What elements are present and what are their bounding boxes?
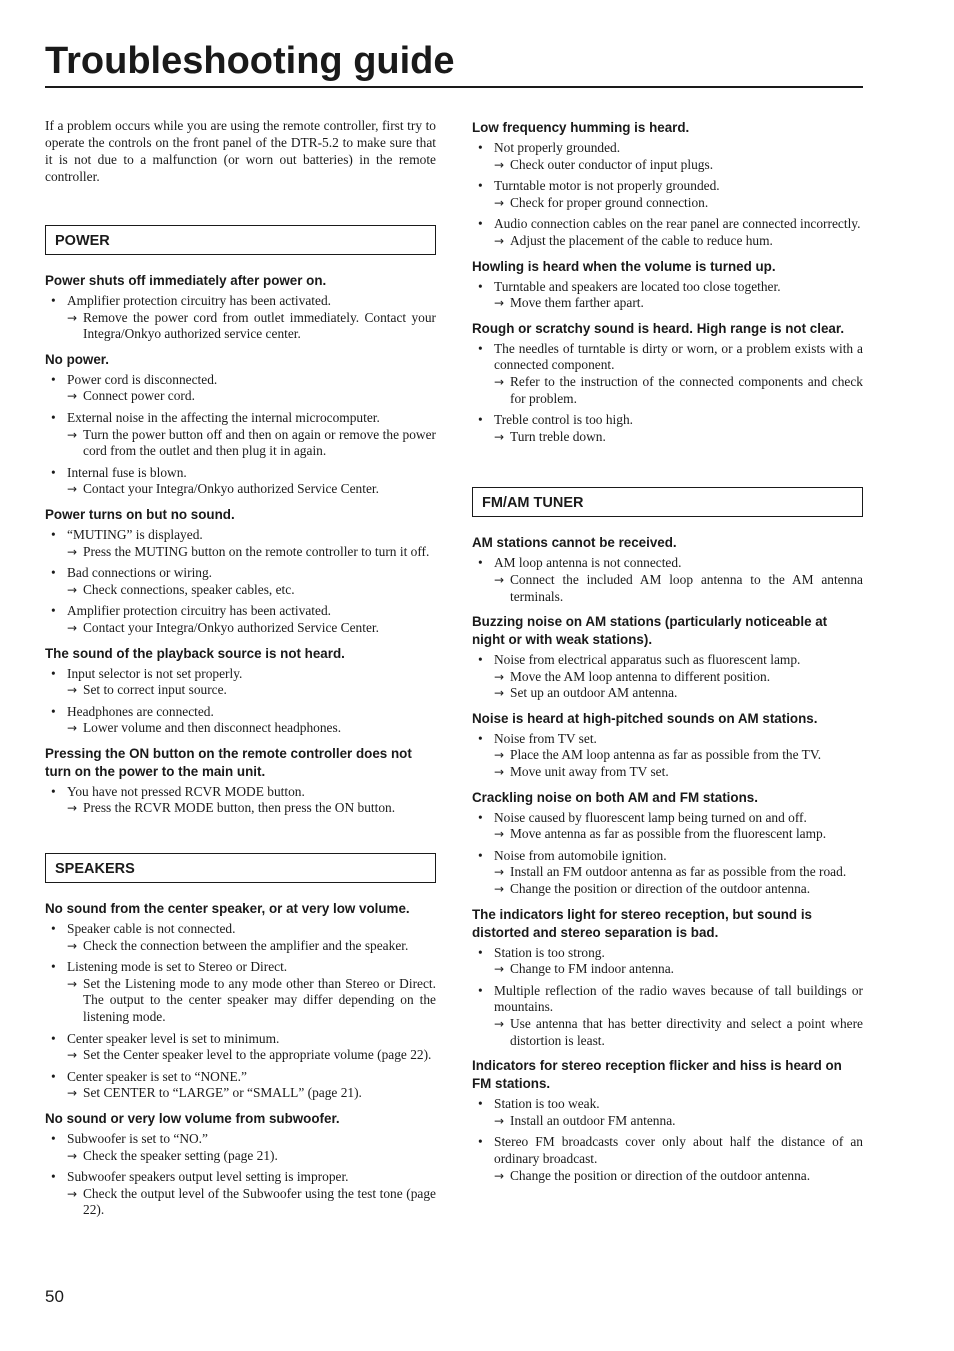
arrow-right-icon: →: [494, 748, 505, 763]
remedy: [67, 481, 436, 498]
arrow-right-icon: →: [67, 1148, 78, 1163]
problem-block: [45, 645, 436, 737]
remedy: [494, 1113, 863, 1130]
problem-block: [45, 506, 436, 637]
problem-block: [45, 1110, 436, 1219]
cause-item: [472, 279, 863, 312]
remedy: [494, 374, 863, 407]
arrow-right-icon: →: [494, 296, 505, 311]
section-speakers: [45, 853, 436, 1219]
problem-block: [472, 789, 863, 898]
remedy: [67, 682, 436, 699]
arrow-right-icon: →: [67, 938, 78, 953]
problem-heading: Crackling noise on both AM and FM stations.: [472, 789, 758, 805]
remedy: [67, 310, 436, 343]
cause-text: • Input selector is not set properly.: [67, 665, 243, 681]
cause-text: • Station is too weak.: [494, 1096, 600, 1112]
arrow-right-icon: →: [67, 1086, 78, 1101]
arrow-right-icon: →: [494, 827, 505, 842]
remedy: [67, 938, 436, 955]
arrow-right-icon: →: [67, 544, 78, 559]
remedy-text: Lower volume and then disconnect headphones.: [83, 720, 342, 736]
section-title: FM/AM TUNER: [472, 487, 863, 517]
remedy: [494, 233, 863, 250]
cause-list: [472, 810, 863, 898]
cause-text: • AM loop antenna is not connected.: [494, 555, 682, 571]
remedy: [494, 1016, 863, 1049]
arrow-right-icon: →: [494, 572, 505, 587]
remedy-text: Contact your Integra/Onkyo authorized Service Center.: [83, 481, 379, 497]
cause-item: [45, 565, 436, 598]
problem-heading: Noise is heard at high-pitched sounds on AM stations.: [472, 710, 818, 726]
cause-list: [472, 140, 863, 250]
cause-item: [472, 1134, 863, 1184]
remedy-text: Press the MUTING button on the remote controller to turn it off.: [83, 543, 430, 559]
remedy-text: Check outer conductor of input plugs.: [510, 156, 714, 172]
remedy: [67, 800, 436, 817]
cause-list: [472, 555, 863, 605]
remedy-text: Move them farther apart.: [510, 295, 644, 311]
arrow-right-icon: →: [67, 427, 78, 442]
arrow-right-icon: →: [67, 1048, 78, 1063]
remedy: [494, 864, 863, 881]
cause-list: [472, 945, 863, 1050]
remedy: [67, 620, 436, 637]
arrow-right-icon: →: [67, 389, 78, 404]
cause-list: [45, 784, 436, 817]
cause-item: [45, 527, 436, 560]
page-number: 50: [45, 1287, 64, 1306]
arrow-right-icon: →: [494, 1113, 505, 1128]
arrow-right-icon: →: [67, 976, 78, 991]
remedy: [494, 195, 863, 212]
problem-block: [472, 710, 863, 781]
remedy-text: Set up an outdoor AM antenna.: [510, 685, 678, 701]
problem-block: [472, 119, 863, 250]
arrow-right-icon: →: [494, 429, 505, 444]
right-sections: [472, 487, 863, 1184]
remedy-text: Use antenna that has better directivity and select a point where distortion is least.: [510, 1016, 863, 1048]
cause-text: • Internal fuse is blown.: [67, 464, 187, 480]
arrow-right-icon: →: [494, 865, 505, 880]
cause-item: [45, 293, 436, 343]
problem-block: [472, 258, 863, 312]
remedy-text: Contact your Integra/Onkyo authorized Service Center.: [83, 619, 379, 635]
remedy-text: Set the Listening mode to any mode other than Stereo or Direct. The output to the center speaker may differ depending on the listening mode.: [83, 975, 436, 1025]
remedy: [494, 1168, 863, 1185]
problem-heading: No power.: [45, 351, 109, 367]
right-top-problems: [472, 119, 863, 445]
remedy-text: Press the RCVR MODE button, then press the ON button.: [83, 800, 396, 816]
remedy: [67, 1186, 436, 1219]
remedy-text: Set CENTER to “LARGE” or “SMALL” (page 21).: [83, 1085, 362, 1101]
cause-item: [45, 666, 436, 699]
cause-item: [472, 341, 863, 407]
arrow-right-icon: →: [494, 195, 505, 210]
cause-list: [45, 921, 436, 1102]
cause-text: • Listening mode is set to Stereo or Direct.: [67, 959, 288, 975]
arrow-right-icon: →: [67, 620, 78, 635]
arrow-right-icon: →: [494, 765, 505, 780]
remedy-text: Set the Center speaker level to the appropriate volume (page 22).: [83, 1047, 432, 1063]
cause-item: [472, 652, 863, 702]
remedy: [67, 720, 436, 737]
remedy-text: Install an FM outdoor antenna as far as possible from the road.: [510, 864, 847, 880]
remedy-text: Place the AM loop antenna as far as possible from the TV.: [510, 747, 822, 763]
remedy-text: Connect the included AM loop antenna to the AM antenna terminals.: [510, 571, 863, 604]
remedy: [67, 544, 436, 561]
problem-block: [472, 1057, 863, 1184]
cause-text: • Not properly grounded.: [494, 140, 621, 155]
cause-text: • Noise from TV set.: [494, 730, 597, 746]
remedy: [67, 1148, 436, 1165]
remedy-text: Set to correct input source.: [83, 682, 227, 698]
cause-text: • Center speaker level is set to minimum.: [67, 1030, 280, 1046]
cause-text: • Audio connection cables on the rear panel are connected incorrectly.: [494, 216, 861, 232]
cause-text: • Headphones are connected.: [67, 703, 214, 719]
left-column: [45, 117, 436, 1227]
problem-block: [45, 351, 436, 498]
cause-text: • Bad connections or wiring.: [67, 565, 213, 581]
arrow-right-icon: →: [494, 374, 505, 389]
remedy-text: Check the speaker setting (page 21).: [83, 1147, 278, 1163]
problem-block: [472, 613, 863, 702]
remedy-text: Check for proper ground connection.: [510, 194, 709, 210]
cause-item: [45, 959, 436, 1025]
cause-item: [472, 945, 863, 978]
cause-list: [45, 527, 436, 637]
remedy-text: Install an outdoor FM antenna.: [510, 1112, 676, 1128]
cause-item: [472, 216, 863, 249]
problem-block: [472, 534, 863, 605]
problem-block: [45, 900, 436, 1102]
arrow-right-icon: →: [67, 1186, 78, 1201]
remedy: [67, 388, 436, 405]
cause-list: [472, 341, 863, 446]
left-sections: [45, 225, 436, 1219]
remedy: [67, 427, 436, 460]
remedy: [494, 295, 863, 312]
cause-item: [45, 1069, 436, 1102]
cause-text: • You have not pressed RCVR MODE button.: [67, 783, 305, 799]
cause-text: • Multiple reflection of the radio waves because of tall buildings or mountains.: [494, 982, 863, 1015]
problem-heading: The indicators light for stereo reception, but sound is distorted and stereo separation is bad.: [472, 906, 813, 940]
remedy-text: Turn treble down.: [510, 428, 606, 444]
problem-heading: Indicators for stereo reception flicker and hiss is heard on FM stations.: [472, 1058, 842, 1092]
arrow-right-icon: →: [67, 801, 78, 816]
problem-heading: The sound of the playback source is not heard.: [45, 645, 345, 661]
remedy: [67, 582, 436, 599]
cause-item: [45, 784, 436, 817]
remedy-text: Refer to the instruction of the connected components and check for problem.: [510, 373, 863, 406]
cause-item: [472, 140, 863, 173]
remedy: [494, 669, 863, 686]
arrow-right-icon: →: [67, 683, 78, 698]
right-column: [472, 117, 863, 1192]
remedy: [494, 572, 863, 605]
cause-list: [45, 372, 436, 498]
cause-item: [45, 465, 436, 498]
problem-heading: Pressing the ON button on the remote controller does not turn on the power to the main unit.: [45, 745, 412, 779]
cause-text: • Turntable and speakers are located too close together.: [494, 278, 781, 294]
arrow-right-icon: →: [494, 686, 505, 701]
cause-text: • Amplifier protection circuitry has been activated.: [67, 293, 331, 308]
remedy-text: Check connections, speaker cables, etc.: [83, 581, 295, 597]
problem-block: [45, 745, 436, 817]
cause-list: [45, 1131, 436, 1219]
arrow-right-icon: →: [494, 157, 505, 172]
remedy: [494, 881, 863, 898]
cause-item: [472, 731, 863, 781]
remedy: [494, 429, 863, 446]
remedy: [67, 976, 436, 1026]
problem-heading: Power shuts off immediately after power on.: [45, 273, 327, 288]
cause-item: [472, 412, 863, 445]
cause-text: • Treble control is too high.: [494, 412, 633, 428]
problem-heading: Rough or scratchy sound is heard. High range is not clear.: [472, 320, 845, 336]
arrow-right-icon: →: [494, 1168, 505, 1183]
arrow-right-icon: →: [67, 310, 78, 325]
intro-paragraph: If a problem occurs while you are using the remote controller, first try to operate the controls on the front panel of the DTR-5.2 to make sure that it is not due to a malfunction (or worn out batteries) in the remote controller.: [45, 118, 436, 184]
cause-item: [45, 704, 436, 737]
remedy-text: Adjust the placement of the cable to reduce hum.: [510, 232, 773, 248]
cause-item: [45, 1131, 436, 1164]
remedy-text: Move antenna as far as possible from the fluorescent lamp.: [510, 826, 827, 842]
cause-text: • Noise caused by fluorescent lamp being turned on and off.: [494, 809, 807, 825]
cause-item: [472, 555, 863, 605]
problem-heading: AM stations cannot be received.: [472, 535, 677, 551]
cause-item: [472, 983, 863, 1049]
cause-text: • Turntable motor is not properly grounded.: [494, 178, 720, 194]
problem-heading: Howling is heard when the volume is turned up.: [472, 258, 776, 274]
cause-item: [45, 1169, 436, 1219]
cause-item: [472, 1096, 863, 1129]
problem-block: [472, 320, 863, 446]
problem-heading: Buzzing noise on AM stations (particularly noticeable at night or with weak stations).: [472, 614, 828, 648]
cause-item: [472, 810, 863, 843]
arrow-right-icon: →: [494, 1017, 505, 1031]
remedy-text: Move unit away from TV set.: [510, 764, 669, 780]
remedy: [494, 685, 863, 702]
arrow-right-icon: →: [494, 233, 505, 248]
cause-text: • Subwoofer speakers output level setting is improper.: [67, 1169, 349, 1185]
cause-text: • Subwoofer is set to “NO.”: [67, 1131, 208, 1146]
cause-list: [472, 279, 863, 312]
section-fm-am-tuner: [472, 487, 863, 1184]
cause-text: • Noise from electrical apparatus such as fluorescent lamp.: [494, 652, 801, 668]
cause-item: [45, 603, 436, 636]
cause-list: [472, 652, 863, 702]
section-title: SPEAKERS: [45, 853, 436, 883]
cause-item: [45, 410, 436, 460]
cause-list: [472, 731, 863, 781]
cause-text: • Amplifier protection circuitry has been activated.: [67, 603, 331, 619]
remedy-text: Change the position or direction of the outdoor antenna.: [510, 1167, 811, 1183]
problem-heading: No sound from the center speaker, or at very low volume.: [45, 901, 410, 917]
cause-text: • “MUTING” is displayed.: [67, 526, 203, 542]
remedy: [494, 157, 863, 174]
arrow-right-icon: →: [494, 669, 505, 684]
remedy-text: Check the output level of the Subwoofer using the test tone (page 22).: [83, 1185, 436, 1218]
remedy-text: Check the connection between the amplifier and the speaker.: [83, 937, 409, 953]
remedy: [494, 961, 863, 978]
cause-text: • Stereo FM broadcasts cover only about half the distance of an ordinary broadcast.: [494, 1134, 863, 1166]
cause-text: • Center speaker is set to “NONE.”: [67, 1068, 247, 1084]
cause-list: [45, 666, 436, 737]
cause-text: • Power cord is disconnected.: [67, 371, 218, 387]
cause-text: • Speaker cable is not connected.: [67, 921, 236, 937]
problem-heading: Low frequency humming is heard.: [472, 120, 690, 135]
remedy-text: Change the position or direction of the outdoor antenna.: [510, 881, 811, 897]
remedy: [494, 764, 863, 781]
cause-item: [45, 372, 436, 405]
remedy-text: Move the AM loop antenna to different position.: [510, 668, 771, 684]
arrow-right-icon: →: [67, 482, 78, 497]
cause-text: • Station is too strong.: [494, 944, 605, 960]
section-title: POWER: [45, 225, 436, 255]
cause-item: [45, 1031, 436, 1064]
cause-list: [45, 293, 436, 343]
arrow-right-icon: →: [494, 882, 505, 897]
problem-block: [45, 272, 436, 343]
remedy: [494, 826, 863, 843]
cause-item: [45, 921, 436, 954]
section-power: [45, 225, 436, 817]
arrow-right-icon: →: [67, 582, 78, 597]
remedy: [67, 1085, 436, 1102]
cause-text: • The needles of turntable is dirty or worn, or a problem exists with a connected component.: [494, 340, 863, 373]
remedy: [67, 1047, 436, 1064]
arrow-right-icon: →: [67, 721, 78, 736]
remedy-text: Remove the power cord from outlet immediately. Contact your Integra/Onkyo authorized service center.: [83, 309, 436, 342]
remedy: [494, 747, 863, 764]
cause-list: [472, 1096, 863, 1184]
cause-text: • External noise in the affecting the internal microcomputer.: [67, 409, 380, 425]
cause-item: [472, 848, 863, 898]
remedy-text: Connect power cord.: [83, 388, 195, 404]
page-title: Troubleshooting guide: [45, 38, 863, 88]
cause-item: [472, 178, 863, 211]
arrow-right-icon: →: [494, 962, 505, 977]
problem-heading: Power turns on but no sound.: [45, 506, 235, 522]
remedy-text: Change to FM indoor antenna.: [510, 961, 675, 977]
problem-block: [472, 906, 863, 1050]
cause-text: • Noise from automobile ignition.: [494, 847, 667, 863]
problem-heading: No sound or very low volume from subwoofer.: [45, 1111, 340, 1126]
remedy-text: Turn the power button off and then on again or remove the power cord from the outlet and then plug it in again.: [83, 426, 436, 459]
